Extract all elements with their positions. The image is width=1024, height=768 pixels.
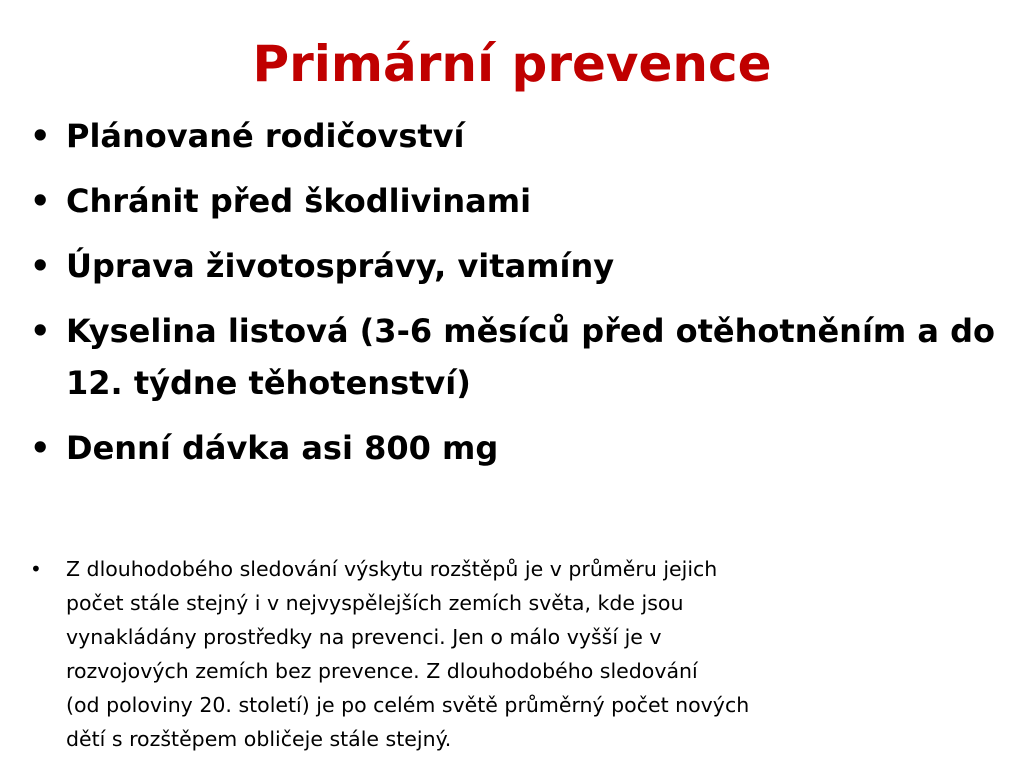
slide-title: Primární prevence	[252, 35, 772, 93]
bullet-item	[30, 110, 1000, 162]
bullet-dot: •	[30, 429, 51, 467]
bullet-text: Úprava životosprávy, vitamíny	[66, 247, 615, 285]
bullet-text: Chránit před škodlivinami	[66, 182, 532, 220]
note-line: Z dlouhodobého sledování výskytu rozštěpů je v průměru jejich	[66, 557, 718, 581]
bullet-dot: •	[30, 117, 51, 155]
bullet-text: Plánované rodičovství	[66, 117, 465, 155]
bullet-item	[30, 305, 1000, 409]
note-line: dětí s rozštěpem obličeje stále stejný.	[66, 727, 452, 751]
bullet-item	[30, 422, 1000, 474]
note-line: rozvojových zemích bez prevence. Z dlouhodobého sledování	[66, 659, 698, 683]
bullet-dot: •	[30, 247, 51, 285]
bullet-item	[30, 175, 1000, 227]
note-line: počet stále stejný i v nejvyspělejších zemích světa, kde jsou	[66, 591, 684, 615]
note-item	[30, 552, 990, 756]
bullet-dot: •	[30, 557, 42, 581]
bullet-item	[30, 240, 1000, 292]
bullet-list	[30, 110, 1000, 487]
note-list	[30, 552, 990, 756]
note-line: vynakládány prostředky na prevenci. Jen o málo vyšší je v	[66, 625, 662, 649]
bullet-text: Kyselina listová (3-6 měsíců před otěhotněním a do 12. týdne těhotenství)	[66, 312, 996, 402]
bullet-text: Denní dávka asi 800 mg	[66, 429, 499, 467]
note-line: (od poloviny 20. století) je po celém světě průměrný počet nových	[66, 693, 750, 717]
bullet-dot: •	[30, 182, 51, 220]
bullet-dot: •	[30, 312, 51, 350]
